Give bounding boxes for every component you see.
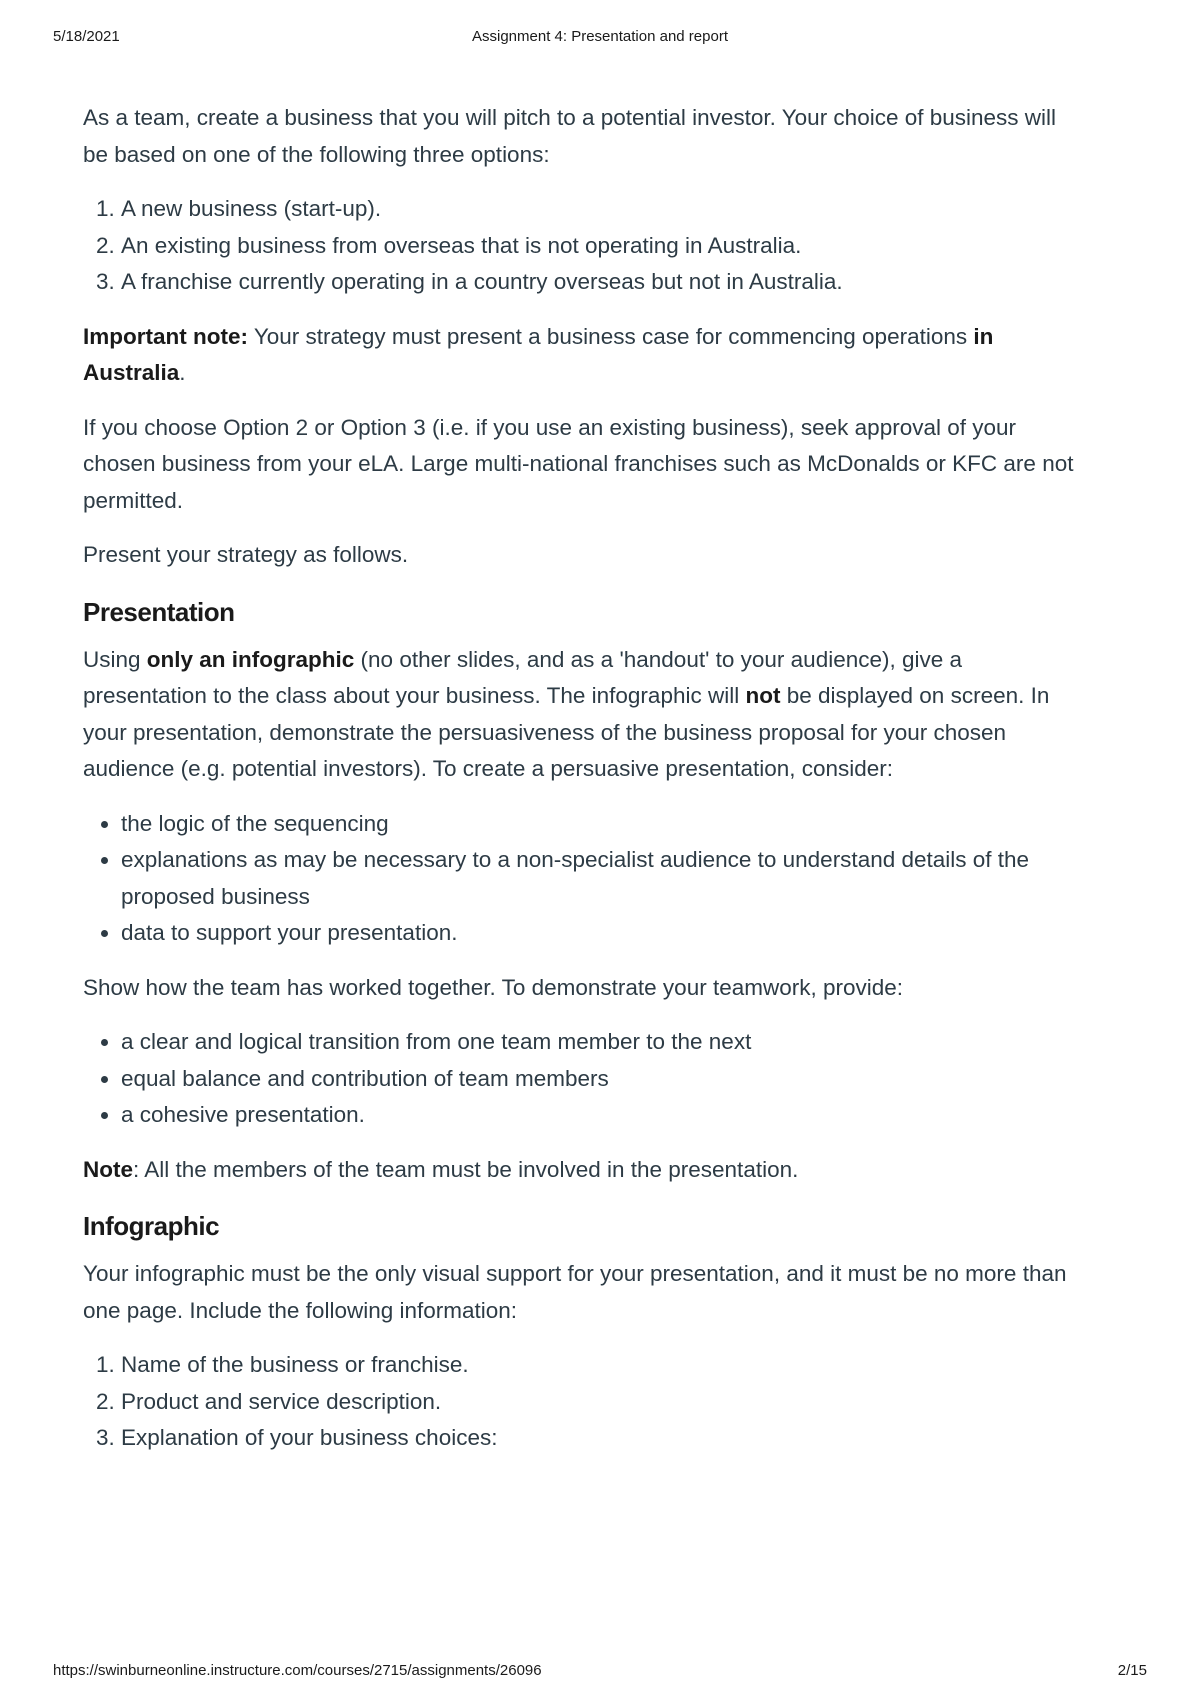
team-note [83,1152,1083,1189]
not-emphasis: not [745,683,781,708]
consider-list [83,806,1083,952]
important-note-end: . [179,360,186,385]
list-item: • the logic of the sequencing [121,806,1083,843]
list-item: • equal balance and contribution of team members [121,1061,1083,1098]
list-item: 2. Product and service description. [121,1384,1083,1421]
list-item: • explanations as may be necessary to a non-specialist audience to understand details of the proposed business [121,842,1083,915]
page-number: 2/15 [1117,1662,1147,1679]
presentation-text-end: be displayed on screen. In your presentation, demonstrate the persuasiveness of the business proposal for your chosen audience (e.g. potential investors). To create a persuasive presentation, consider: [83,683,1050,781]
list-item: 1. A new business (start-up). [121,191,1083,228]
assignment-content [83,100,1083,1475]
infographic-emphasis: only an infographic [146,646,355,672]
important-note-text: Your strategy must present a business case for commencing operations [247,323,974,349]
print-footer [53,1662,1147,1682]
intro-paragraph: As a team, create a business that you will pitch to a potential investor. Your choice of business will be based on one of the following three options: [83,105,1057,167]
presentation-paragraph [83,642,1083,788]
teamwork-paragraph: Show how the team has worked together. To demonstrate your teamwork, provide: [83,974,904,1000]
print-date: 5/18/2021 [53,28,120,45]
list-item: • data to support your presentation. [121,915,1083,952]
note-label: Note [83,1156,133,1182]
business-options-list [83,191,1083,301]
list-item: 1. Name of the business or franchise. [121,1347,1083,1384]
approval-paragraph: If you choose Option 2 or Option 3 (i.e. if you use an existing business), seek approval of your chosen business from your eLA. Large multi-national franchises such as McDonalds or KFC are not permitted. [83,414,1074,513]
presentation-text-start: Using [83,646,147,672]
list-item: • a cohesive presentation. [121,1097,1083,1134]
note-text: : All the members of the team must be involved in the presentation. [133,1156,799,1182]
print-header [53,28,1147,48]
teamwork-list [83,1024,1083,1134]
list-item: • a clear and logical transition from one team member to the next [121,1024,1083,1061]
presentation-text-mid: (no other slides, and as a 'handout' to your audience), give a presentation to the class about your business. The infographic will [83,646,963,708]
list-item: 2. An existing business from overseas that is not operating in Australia. [121,228,1083,265]
list-item: 3. Explanation of your business choices: [121,1420,1083,1457]
list-item: 3. A franchise currently operating in a country overseas but not in Australia. [121,264,1083,301]
infographic-heading: Infographic [83,1211,220,1241]
infographic-requirements-list [83,1347,1083,1457]
document-title: Assignment 4: Presentation and report [472,28,728,45]
important-note [83,319,1083,392]
presentation-heading: Presentation [83,596,235,627]
page-url: https://swinburneonline.instructure.com/courses/2715/assignments/26096 [53,1662,542,1679]
important-note-label: Important note: [83,323,248,349]
important-note-emphasis: in Australia [83,323,994,385]
present-paragraph: Present your strategy as follows. [83,542,409,567]
infographic-paragraph: Your infographic must be the only visual support for your presentation, and it must be no more than one page. Include the following information: [83,1261,1067,1323]
